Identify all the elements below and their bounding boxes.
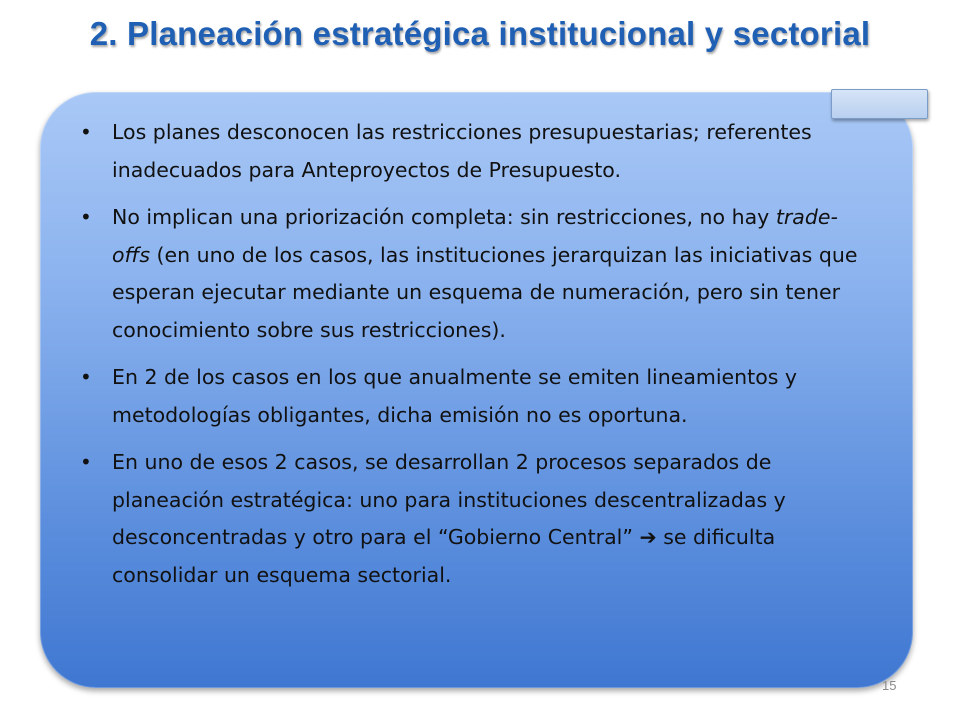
bullet-marker: • (80, 365, 92, 389)
bullet-text-start: En uno de esos 2 casos, se desarrollan 2 procesos separados de planeación estratégica: uno para instituciones descentralizadas y desconcentradas y otro para el “Gobierno Central” (112, 450, 786, 549)
bullet-marker: • (80, 120, 92, 144)
bullet-text-end: (en uno de los casos, las instituciones jerarquizan las iniciativas que esperan ejecutar mediante un esquema de numeración, pero sin tener conocimiento sobre sus restricciones). (112, 242, 858, 342)
arrow-icon: ➔ (639, 525, 657, 549)
bullet-list (80, 114, 873, 594)
bullet-text: Los planes desconocen las restricciones presupuestarias; referentes inadecuados para Anteproyectos de Presupuesto. (112, 120, 812, 182)
bullet-text-end: se dificulta consolidar un esquema sectorial. (112, 525, 776, 587)
decorative-box (831, 89, 928, 119)
bullet-text-start: No implican una priorización completa: sin restricciones, no hay (112, 205, 776, 229)
page-number: 15 (882, 678, 897, 693)
slide-title: 2. Planeación estratégica institucional y sectorial (89, 15, 871, 52)
bullet-item-3 (80, 359, 873, 434)
bullet-text: En 2 de los casos en los que anualmente se emiten lineamientos y metodologías obligantes, dicha emisión no es oportuna. (112, 365, 798, 427)
bullet-item-2 (80, 199, 873, 349)
bullet-item-4 (80, 444, 873, 594)
bullet-marker: • (80, 450, 92, 474)
content-panel (40, 92, 913, 688)
bullet-marker: • (80, 205, 92, 229)
bullet-text-italic: trade-offs (112, 205, 838, 267)
bullet-item-1 (80, 114, 873, 189)
